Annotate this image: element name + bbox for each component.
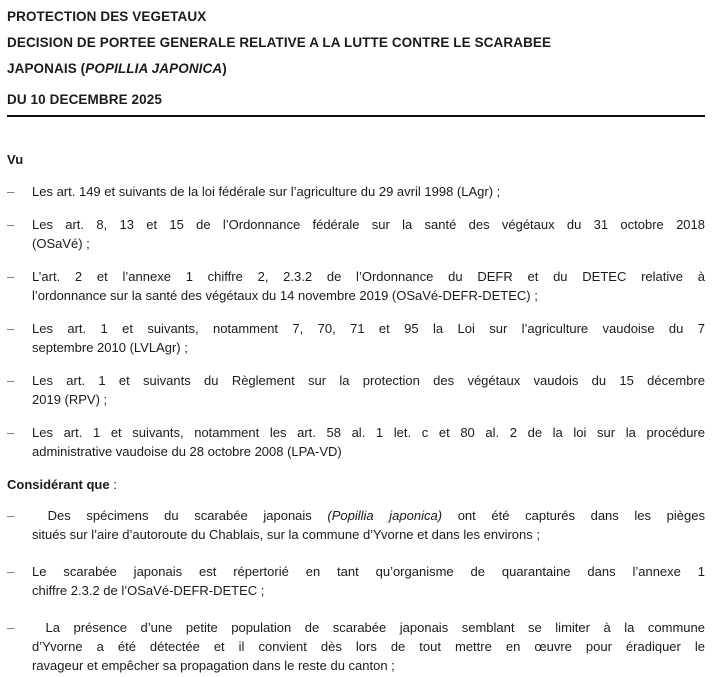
- bullet-dash: –: [7, 564, 15, 579]
- considerant-section-label: [7, 475, 705, 494]
- text-segment: d’Yvorne a été détectée et il convient dès lors de tout mettre en œuvre pour éradiquer le: [32, 639, 705, 654]
- text-line: [32, 442, 705, 461]
- text-line: [32, 506, 705, 525]
- text-segment: administrative vaudoise du 28 octobre 2008 (LPA-VD): [32, 444, 342, 459]
- text-line: [32, 562, 705, 581]
- text-segment: Les art. 149 et suivants de la loi fédérale sur l’agriculture du 29 avril 1998 (LAgr) ;: [32, 184, 501, 199]
- text-segment: Des spécimens du scarabée japonais: [32, 508, 328, 523]
- text-line: [32, 371, 705, 390]
- bullet-text: [32, 371, 705, 409]
- text-line: [32, 656, 705, 675]
- text-line: [32, 182, 705, 201]
- text-line: [32, 618, 705, 637]
- bullet-text: [32, 562, 705, 600]
- bullet-dash: –: [7, 508, 15, 523]
- bullet-text: [32, 319, 705, 357]
- text-segment: Les art. 1 et suivants du Règlement sur la protection des végétaux vaudois du 15 décembre: [32, 373, 705, 388]
- text-line: [32, 525, 705, 544]
- text-line: [32, 267, 705, 286]
- bullet-text: [32, 423, 705, 461]
- text-line: [32, 286, 705, 305]
- text-line: [32, 319, 705, 338]
- species-name-italic: (Popillia japonica): [327, 508, 443, 523]
- considerant-bullet-list: [7, 506, 705, 675]
- text-segment: septembre 2010 (LVLAgr) ;: [32, 340, 188, 355]
- bullet-dash: –: [7, 184, 15, 199]
- bullet-dash: –: [7, 269, 15, 284]
- text-line: [32, 338, 705, 357]
- bullet-text: [32, 618, 705, 675]
- bullet-text: [32, 215, 705, 253]
- text-segment: l’ordonnance sur la santé des végétaux du 14 novembre 2019 (OSaVé-DEFR-DETEC) ;: [32, 288, 538, 303]
- list-item: [7, 371, 705, 409]
- considerant-label-colon: :: [109, 477, 117, 492]
- date-heading: DU 10 DECEMBRE 2025: [7, 91, 705, 117]
- bullet-dash: –: [7, 321, 15, 336]
- considerant-label-text: Considérant que: [7, 477, 110, 492]
- text-segment: (OSaVé) ;: [32, 236, 90, 251]
- document-title-line-1: PROTECTION DES VEGETAUX: [7, 9, 207, 24]
- list-item: [7, 267, 705, 305]
- text-segment: ravageur et empêcher sa propagation dans le reste du canton ;: [32, 658, 395, 673]
- text-segment: Les art. 1 et suivants, notamment 7, 70, 71 et 95 la Loi sur l’agriculture vaudoise du 7: [32, 321, 705, 336]
- title-species-suffix: ): [222, 61, 227, 76]
- document-title-line-2: DECISION DE PORTEE GENERALE RELATIVE A LA LUTTE CONTRE LE SCARABEE: [7, 35, 552, 50]
- bullet-dash: –: [7, 425, 15, 440]
- bullet-dash: –: [7, 373, 15, 388]
- text-segment: Les art. 1 et suivants, notamment les art. 58 al. 1 let. c et 80 al. 2 de la loi sur la procédure: [32, 425, 705, 440]
- text-line: [32, 390, 705, 409]
- bullet-dash: –: [7, 620, 15, 635]
- text-line: [32, 637, 705, 656]
- bullet-text: [32, 506, 705, 544]
- title-species-name: POPILLIA JAPONICA: [85, 61, 223, 76]
- text-segment: ont été capturés dans les pièges: [442, 508, 705, 523]
- text-segment: situés sur l’aire d’autoroute du Chablais, sur la commune d’Yvorne et dans les environs ;: [32, 527, 540, 542]
- title-species-prefix: JAPONAIS (: [7, 61, 86, 76]
- text-line: [32, 234, 705, 253]
- vu-section-label: Vu: [7, 152, 24, 167]
- text-segment: chiffre 2.3.2 de l’OSaVé-DEFR-DETEC ;: [32, 583, 265, 598]
- text-segment: La présence d’une petite population de scarabée japonais semblant se limiter à la commune: [32, 620, 705, 635]
- text-line: [32, 581, 705, 600]
- text-segment: L’art. 2 et l’annexe 1 chiffre 2, 2.3.2 de l’Ordonnance du DEFR et du DETEC relative à: [32, 269, 705, 284]
- list-item: [7, 215, 705, 253]
- bullet-text: [32, 182, 705, 201]
- list-item: [7, 423, 705, 461]
- list-item: [7, 618, 705, 675]
- list-item: [7, 319, 705, 357]
- text-segment: 2019 (RPV) ;: [32, 392, 108, 407]
- list-item: [7, 182, 705, 201]
- list-item: [7, 562, 705, 600]
- text-segment: Le scarabée japonais est répertorié en tant qu’organisme de quarantaine dans l’annexe 1: [32, 564, 705, 579]
- vu-bullet-list: [7, 182, 705, 461]
- text-line: [32, 215, 705, 234]
- bullet-dash: –: [7, 217, 15, 232]
- text-segment: Les art. 8, 13 et 15 de l’Ordonnance fédérale sur la santé des végétaux du 31 octobre 2018: [32, 217, 705, 232]
- bullet-text: [32, 267, 705, 305]
- list-item: [7, 506, 705, 544]
- document-title-line-3: [7, 56, 705, 82]
- text-line: [32, 423, 705, 442]
